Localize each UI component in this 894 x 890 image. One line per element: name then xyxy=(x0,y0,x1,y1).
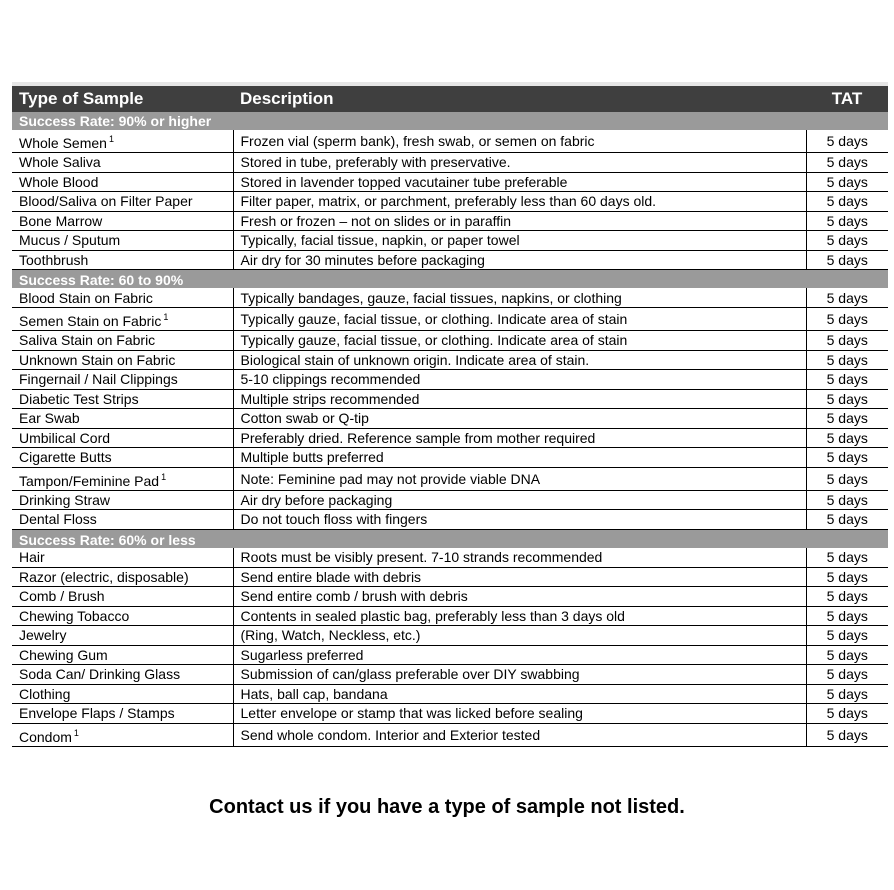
description-cell: Typically, facial tissue, napkin, or paper towel xyxy=(233,231,806,251)
tat-cell: 5 days xyxy=(806,192,888,212)
tat-cell: 5 days xyxy=(806,231,888,251)
description-cell: (Ring, Watch, Neckless, etc.) xyxy=(233,626,806,646)
sample-type-name: Soda Can/ Drinking Glass xyxy=(19,666,181,683)
table-row xyxy=(12,409,888,429)
sample-types-table xyxy=(12,86,888,747)
sample-type-cell xyxy=(12,467,233,490)
table-row xyxy=(12,510,888,530)
sample-type-name: Diabetic Test Strips xyxy=(19,390,139,407)
section-title: Success Rate: 90% or higher xyxy=(19,113,212,129)
description-cell: Air dry for 30 minutes before packaging xyxy=(233,250,806,270)
tat-cell: 5 days xyxy=(806,626,888,646)
sample-type-name: Fingernail / Nail Clippings xyxy=(19,371,178,388)
sample-type-cell xyxy=(12,548,233,568)
table-row xyxy=(12,389,888,409)
tat-cell: 5 days xyxy=(806,723,888,746)
sample-type-cell xyxy=(12,172,233,192)
sample-type-name: Hair xyxy=(19,549,45,565)
table-row xyxy=(12,665,888,685)
sample-type-cell xyxy=(12,490,233,510)
sample-type-cell xyxy=(12,626,233,646)
sample-type-name: Blood Stain on Fabric xyxy=(19,289,153,306)
table-row xyxy=(12,331,888,351)
table-row xyxy=(12,308,888,331)
sample-type-name: Semen Stain on Fabric xyxy=(19,313,162,329)
tat-cell: 5 days xyxy=(806,490,888,510)
sample-type-name: Mucus / Sputum xyxy=(19,232,121,249)
description-cell: Contents in sealed plastic bag, preferably less than 3 days old xyxy=(233,606,806,626)
table-row xyxy=(12,231,888,251)
tat-cell: 5 days xyxy=(806,130,888,153)
sample-type-cell xyxy=(12,288,233,308)
table-row xyxy=(12,467,888,490)
sample-type-cell xyxy=(12,250,233,270)
sample-type-cell xyxy=(12,587,233,607)
tat-cell: 5 days xyxy=(806,645,888,665)
description-cell: Sugarless preferred xyxy=(233,645,806,665)
table-row xyxy=(12,684,888,704)
tat-cell: 5 days xyxy=(806,606,888,626)
tat-cell: 5 days xyxy=(806,684,888,704)
description-cell: Frozen vial (sperm bank), fresh swab, or semen on fabric xyxy=(233,130,806,153)
table-row xyxy=(12,250,888,270)
description-cell: Do not touch floss with fingers xyxy=(233,510,806,530)
section-header-row xyxy=(12,270,888,289)
sample-type-name: Jewelry xyxy=(19,627,67,644)
tat-cell: 5 days xyxy=(806,211,888,231)
section-title: Success Rate: 60% or less xyxy=(19,531,196,548)
tat-cell: 5 days xyxy=(806,567,888,587)
tat-cell: 5 days xyxy=(806,510,888,530)
sample-type-name: Whole Saliva xyxy=(19,154,101,171)
sample-type-name: Clothing xyxy=(19,685,71,702)
sample-type-name: Unknown Stain on Fabric xyxy=(19,351,176,368)
sample-type-cell xyxy=(12,510,233,530)
sample-type-cell xyxy=(12,665,233,685)
description-cell: 5-10 clippings recommended xyxy=(233,370,806,390)
header-type-of-sample: Type of Sample xyxy=(19,89,144,108)
tat-cell: 5 days xyxy=(806,409,888,429)
footer-note: Contact us if you have a type of sample not listed. xyxy=(209,796,685,818)
sample-type-name: Razor (electric, disposable) xyxy=(19,568,189,585)
table-row xyxy=(12,606,888,626)
table-row xyxy=(12,350,888,370)
sample-type-cell xyxy=(12,723,233,746)
sample-type-cell xyxy=(12,192,233,212)
section-header-row xyxy=(12,529,888,548)
sample-type-cell xyxy=(12,308,233,331)
description-cell: Typically bandages, gauze, facial tissues, napkins, or clothing xyxy=(233,288,806,308)
sample-type-name: Condom xyxy=(19,728,72,745)
tat-cell: 5 days xyxy=(806,172,888,192)
description-cell: Fresh or frozen – not on slides or in paraffin xyxy=(233,211,806,231)
footnote-marker: 1 xyxy=(161,471,167,482)
sample-type-cell xyxy=(12,567,233,587)
sample-type-cell xyxy=(12,606,233,626)
description-cell: Send whole condom. Interior and Exterior tested xyxy=(233,723,806,746)
sample-type-name: Envelope Flaps / Stamps xyxy=(19,705,175,722)
tat-cell: 5 days xyxy=(806,665,888,685)
sample-type-name: Chewing Tobacco xyxy=(19,607,130,624)
sample-type-cell xyxy=(12,409,233,429)
description-cell: Stored in lavender topped vacutainer tube preferable xyxy=(233,172,806,192)
sample-type-cell xyxy=(12,704,233,724)
description-cell: Submission of can/glass preferable over DIY swabbing xyxy=(233,665,806,685)
sample-type-cell xyxy=(12,645,233,665)
description-cell: Hats, ball cap, bandana xyxy=(233,684,806,704)
sample-type-cell xyxy=(12,684,233,704)
sample-type-name: Comb / Brush xyxy=(19,588,105,605)
table-row xyxy=(12,130,888,153)
sample-type-name: Bone Marrow xyxy=(19,212,103,229)
table-row xyxy=(12,723,888,746)
description-cell: Multiple butts preferred xyxy=(233,448,806,468)
sample-type-cell xyxy=(12,389,233,409)
sample-type-name: Tampon/Feminine Pad xyxy=(19,472,160,489)
table-row xyxy=(12,288,888,308)
section-header-row xyxy=(12,112,888,130)
description-cell: Filter paper, matrix, or parchment, preferably less than 60 days old. xyxy=(233,192,806,212)
sample-type-cell xyxy=(12,448,233,468)
tat-cell: 5 days xyxy=(806,704,888,724)
tat-cell: 5 days xyxy=(806,548,888,568)
table-header-row xyxy=(12,86,888,112)
sample-type-cell xyxy=(12,350,233,370)
description-cell: Stored in tube, preferably with preservative. xyxy=(233,153,806,173)
tat-cell: 5 days xyxy=(806,350,888,370)
tat-cell: 5 days xyxy=(806,331,888,351)
table-row xyxy=(12,587,888,607)
description-cell: Typically gauze, facial tissue, or clothing. Indicate area of stain xyxy=(233,308,806,331)
tat-cell: 5 days xyxy=(806,153,888,173)
description-cell: Cotton swab or Q-tip xyxy=(233,409,806,429)
sample-type-cell xyxy=(12,130,233,153)
tat-cell: 5 days xyxy=(806,448,888,468)
sample-type-name: Whole Blood xyxy=(19,173,99,190)
tat-cell: 5 days xyxy=(806,308,888,331)
header-description: Description xyxy=(240,89,334,108)
table-row xyxy=(12,153,888,173)
table-row xyxy=(12,211,888,231)
description-cell: Air dry before packaging xyxy=(233,490,806,510)
section-title: Success Rate: 60 to 90% xyxy=(19,272,184,288)
sample-type-cell xyxy=(12,331,233,351)
header-tat: TAT xyxy=(831,89,863,108)
description-cell: Send entire blade with debris xyxy=(233,567,806,587)
description-cell: Typically gauze, facial tissue, or clothing. Indicate area of stain xyxy=(233,331,806,351)
description-cell: Note: Feminine pad may not provide viable DNA xyxy=(233,467,806,490)
table-row xyxy=(12,172,888,192)
table-body xyxy=(12,112,888,746)
sample-type-name: Saliva Stain on Fabric xyxy=(19,332,156,349)
tat-cell: 5 days xyxy=(806,587,888,607)
table-row xyxy=(12,567,888,587)
tat-cell: 5 days xyxy=(806,428,888,448)
table-row xyxy=(12,490,888,510)
tat-cell: 5 days xyxy=(806,370,888,390)
sample-type-cell xyxy=(12,428,233,448)
table-row xyxy=(12,428,888,448)
sample-type-name: Ear Swab xyxy=(19,410,80,427)
sample-type-name: Toothbrush xyxy=(19,251,89,268)
sample-type-name: Chewing Gum xyxy=(19,646,108,663)
tat-cell: 5 days xyxy=(806,389,888,409)
table-row xyxy=(12,626,888,646)
footnote-marker: 1 xyxy=(163,312,169,322)
description-cell: Multiple strips recommended xyxy=(233,389,806,409)
table-row xyxy=(12,548,888,568)
table-row xyxy=(12,192,888,212)
tat-cell: 5 days xyxy=(806,250,888,270)
sample-type-name: Cigarette Butts xyxy=(19,449,112,466)
table-row xyxy=(12,704,888,724)
sample-type-cell xyxy=(12,211,233,231)
description-cell: Roots must be visibly present. 7-10 strands recommended xyxy=(233,548,806,568)
sample-type-name: Blood/Saliva on Filter Paper xyxy=(19,193,193,210)
description-cell: Preferably dried. Reference sample from mother required xyxy=(233,428,806,448)
description-cell: Send entire comb / brush with debris xyxy=(233,587,806,607)
sample-type-cell xyxy=(12,153,233,173)
description-cell: Letter envelope or stamp that was licked before sealing xyxy=(233,704,806,724)
tat-cell: 5 days xyxy=(806,288,888,308)
table-row xyxy=(12,370,888,390)
description-cell: Biological stain of unknown origin. Indicate area of stain. xyxy=(233,350,806,370)
tat-cell: 5 days xyxy=(806,467,888,490)
table-row xyxy=(12,645,888,665)
footnote-marker: 1 xyxy=(108,134,114,144)
sample-type-name: Drinking Straw xyxy=(19,491,111,508)
sample-type-name: Dental Floss xyxy=(19,511,97,528)
footnote-marker: 1 xyxy=(73,727,79,738)
table-row xyxy=(12,448,888,468)
sample-type-cell xyxy=(12,370,233,390)
sample-type-name: Whole Semen xyxy=(19,135,107,151)
sample-type-name: Umbilical Cord xyxy=(19,429,111,446)
sample-type-cell xyxy=(12,231,233,251)
